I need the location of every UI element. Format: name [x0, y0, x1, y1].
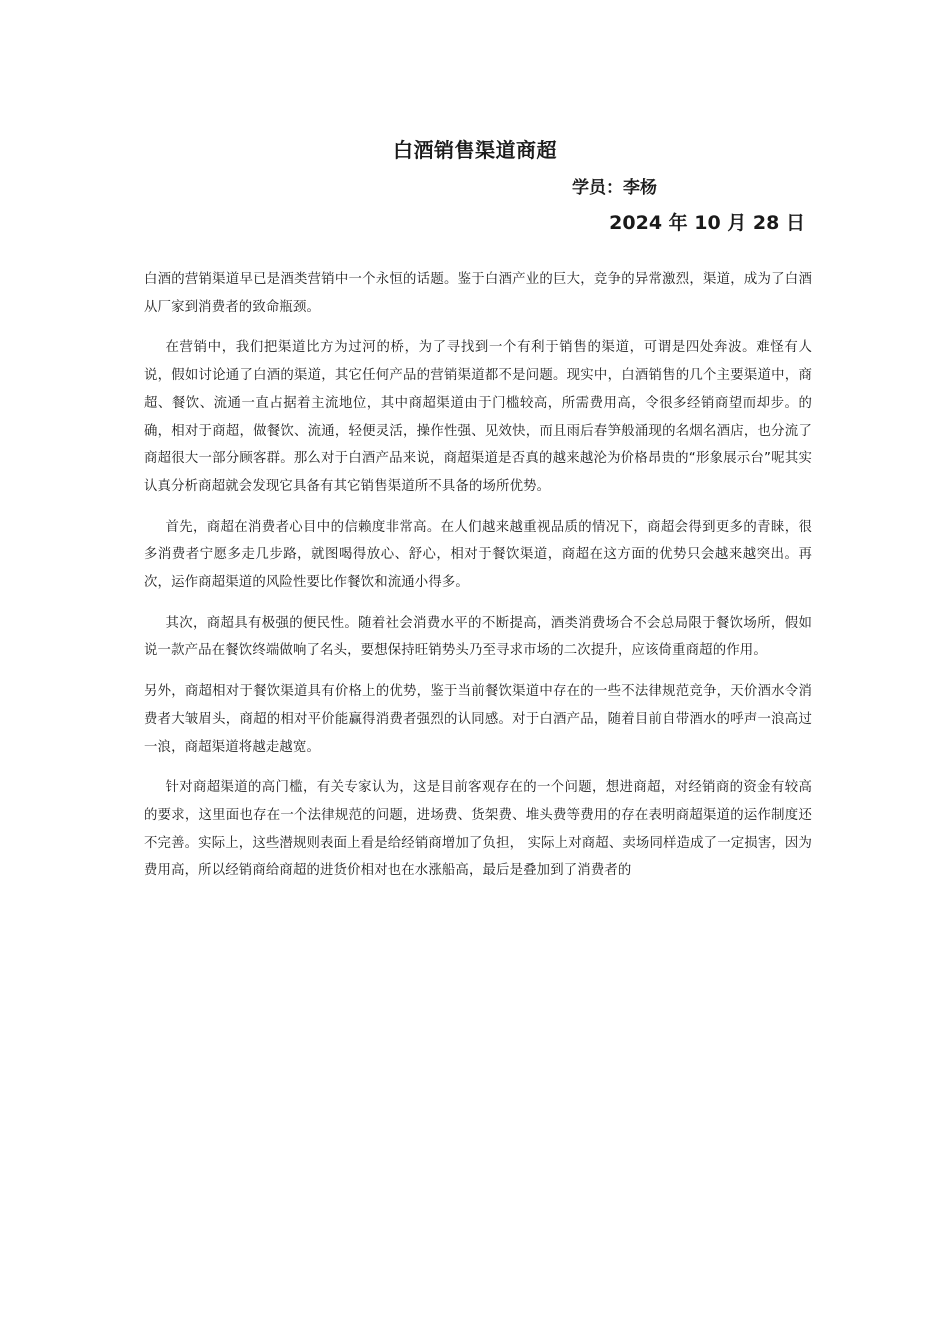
paragraph-trust: 首先，商超在消费者心目中的信赖度非常高。在人们越来越重视品质的情况下，商超会得到更多的青睐，很多消费者宁愿多走几步路，就图喝得放心、舒心，相对于餐饮渠道，商超在这方面的优势只会越来越突出。再次，运作商超渠道的风险性要比作餐饮和流通小得多。	[144, 519, 812, 591]
paragraph-intro: 白酒的营销渠道早已是酒类营销中一个永恒的话题。鉴于白酒产业的巨大，竞争的异常激烈，渠道，成为了白酒从厂家到消费者的致命瓶颈。	[144, 272, 812, 315]
document-date: 2024 年 10 月 28 日	[609, 212, 805, 234]
student-name-line: 学员：李杨	[572, 178, 657, 198]
paragraph-high-threshold: 针对商超渠道的高门槛，有关专家认为，这是目前客观存在的一个问题，想进商超，对经销商的资金有较高的要求，这里面也存在一个法律规范的问题，进场费、货架费、堆头费等费用的存在表明商超渠道的运作制度还不完善。实际上，这些潜规则表面上看是给经销商增加了负担， 实际上对商超、卖场同样造成了一定损害，因为费用高，所以经销商给商超的进货价相对也在水涨船高，最后是叠加到了消费者的	[144, 780, 812, 879]
paragraph-bridge-metaphor: 在营销中，我们把渠道比方为过河的桥，为了寻找到一个有利于销售的渠道，可谓是四处奔波。难怪有人说，假如讨论通了白酒的渠道，其它任何产品的营销渠道都不是问题。现实中，白酒销售的几个主要渠道中，商超、餐饮、流通一直占据着主流地位，其中商超渠道由于门槛较高，所需费用高，令很多经销商望而却步。的确，相对于商超，做餐饮、流通，轻便灵活，操作性强、见效快，而且雨后春笋般涌现的名烟名酒店，也分流了商超很大一部分顾客群。那么对于白酒产品来说，商超渠道是否真的越来越沦为价格昂贵的“形象展示台”呢其实认真分析商超就会发现它具备有其它销售渠道所不具备的场所优势。	[144, 340, 812, 494]
document-body	[144, 266, 812, 898]
document-title: 白酒销售渠道商超	[393, 138, 557, 162]
paragraph-price-advantage: 另外，商超相对于餐饮渠道具有价格上的优势，鉴于当前餐饮渠道中存在的一些不法律规范竞争，天价酒水令消费者大皱眉头，商超的相对平价能赢得消费者强烈的认同感。对于白酒产品，随着目前自带酒水的呼声一浪高过一浪，商超渠道将越走越宽。	[144, 684, 812, 755]
paragraph-convenience: 其次，商超具有极强的便民性。随着社会消费水平的不断提高，酒类消费场合不会总局限于餐饮场所，假如说一款产品在餐饮终端做响了名头，要想保持旺销势头乃至寻求市场的二次提升，应该倚重商超的作用。	[144, 615, 812, 659]
